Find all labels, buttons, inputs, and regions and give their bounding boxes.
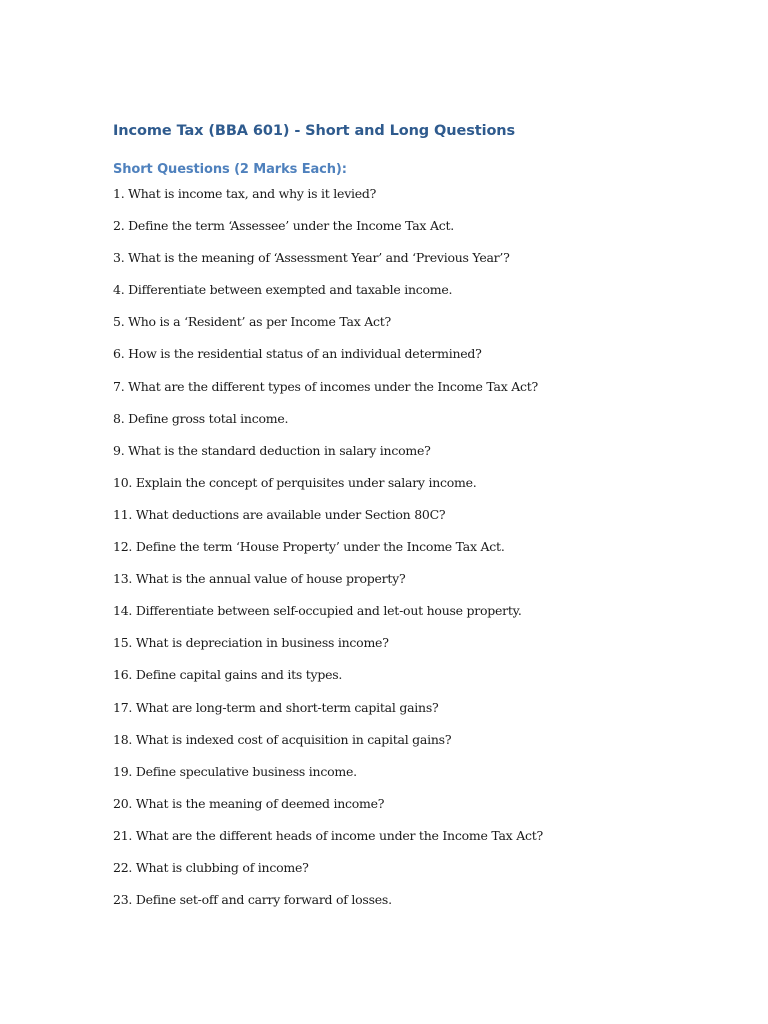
question-item: 2. Define the term ‘Assessee’ under the Income Tax Act.: [113, 218, 454, 234]
question-item: 8. Define gross total income.: [113, 410, 289, 426]
question-item: 3. What is the meaning of ‘Assessment Year’ and ‘Previous Year’?: [113, 250, 510, 266]
question-item: 19. Define speculative business income.: [113, 763, 357, 779]
question-item: 20. What is the meaning of deemed income?: [113, 795, 385, 811]
question-item: 9. What is the standard deduction in salary income?: [113, 442, 431, 458]
question-item: 12. Define the term ‘House Property’ under the Income Tax Act.: [113, 539, 505, 555]
question-item: 15. What is depreciation in business income?: [113, 635, 389, 651]
question-item: 17. What are long-term and short-term capital gains?: [113, 699, 439, 715]
question-item: 11. What deductions are available under Section 80C?: [113, 506, 446, 522]
question-item: 5. Who is a ‘Resident’ as per Income Tax Act?: [113, 314, 391, 330]
question-item: 6. How is the residential status of an individual determined?: [113, 346, 482, 362]
question-item: 23. Define set-off and carry forward of losses.: [113, 892, 392, 908]
document-title: Income Tax (BBA 601) - Short and Long Questions: [113, 123, 516, 139]
question-item: 22. What is clubbing of income?: [113, 859, 309, 875]
question-item: 1. What is income tax, and why is it levied?: [113, 186, 377, 201]
section-heading-short-questions: Short Questions (2 Marks Each):: [113, 162, 347, 177]
question-item: 7. What are the different types of incomes under the Income Tax Act?: [113, 378, 538, 394]
question-item: 18. What is indexed cost of acquisition in capital gains?: [113, 731, 452, 747]
question-item: 13. What is the annual value of house property?: [113, 571, 406, 587]
question-item: 14. Differentiate between self-occupied and let-out house property.: [113, 603, 522, 619]
question-item: 4. Differentiate between exempted and taxable income.: [113, 282, 453, 298]
question-item: 10. Explain the concept of perquisites under salary income.: [113, 474, 477, 490]
question-item: 16. Define capital gains and its types.: [113, 667, 343, 683]
question-list: [113, 185, 543, 923]
question-item: 21. What are the different heads of income under the Income Tax Act?: [113, 827, 543, 843]
